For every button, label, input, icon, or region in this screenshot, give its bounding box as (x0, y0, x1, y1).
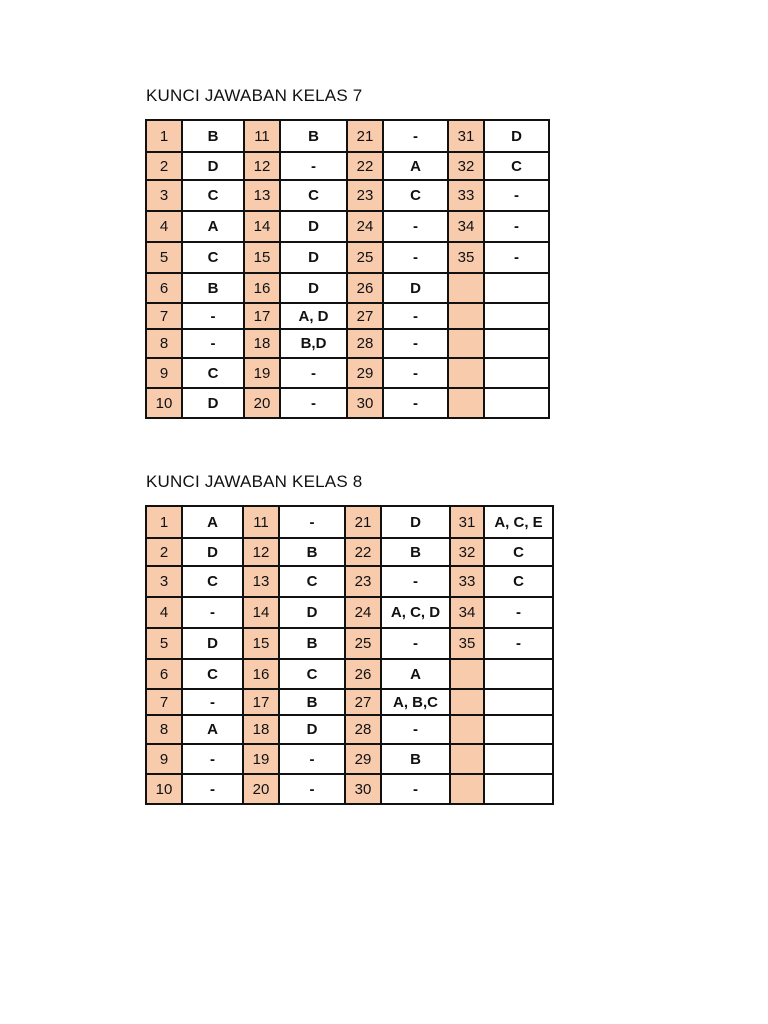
question-number-cell (448, 273, 484, 303)
question-number-cell: 27 (347, 303, 383, 329)
question-number-cell: 14 (243, 597, 279, 628)
question-number-cell: 19 (243, 744, 279, 774)
table-row (146, 180, 549, 211)
answer-cell: A, D (280, 303, 347, 329)
question-number-cell: 29 (347, 358, 383, 388)
question-number-cell: 3 (146, 180, 182, 211)
question-number-cell: 27 (345, 689, 381, 715)
answer-cell: C (280, 180, 347, 211)
answer-cell (484, 744, 553, 774)
question-number-cell: 35 (448, 242, 484, 273)
table-row (146, 715, 553, 744)
table-row (146, 628, 553, 659)
question-number-cell: 8 (146, 715, 182, 744)
question-number-cell: 5 (146, 628, 182, 659)
table-row (146, 659, 553, 689)
answer-cell: C (383, 180, 448, 211)
answer-cell: D (381, 506, 450, 538)
answer-cell: D (383, 273, 448, 303)
answer-cell: - (484, 211, 549, 242)
answer-cell (484, 659, 553, 689)
question-number-cell (448, 303, 484, 329)
answer-cell: - (182, 744, 243, 774)
answer-cell: D (182, 152, 244, 180)
question-number-cell: 3 (146, 566, 182, 597)
question-number-cell: 33 (448, 180, 484, 211)
question-number-cell: 13 (243, 566, 279, 597)
question-number-cell: 28 (345, 715, 381, 744)
answer-cell: D (182, 388, 244, 418)
answer-cell: B (182, 120, 244, 152)
question-number-cell (448, 388, 484, 418)
answer-cell: - (182, 774, 243, 804)
question-number-cell (450, 744, 484, 774)
question-number-cell: 10 (146, 774, 182, 804)
question-number-cell: 21 (347, 120, 383, 152)
table-row (146, 689, 553, 715)
question-number-cell: 11 (243, 506, 279, 538)
answer-cell (484, 388, 549, 418)
question-number-cell: 24 (345, 597, 381, 628)
question-number-cell: 12 (243, 538, 279, 566)
question-number-cell: 24 (347, 211, 383, 242)
question-number-cell: 20 (244, 388, 280, 418)
answer-key-title-kelas-7: KUNCI JAWABAN KELAS 7 (146, 86, 363, 105)
answer-cell: - (182, 303, 244, 329)
question-number-cell: 18 (244, 329, 280, 358)
answer-cell: - (279, 774, 345, 804)
question-number-cell: 29 (345, 744, 381, 774)
table-row (146, 152, 549, 180)
answer-cell: A, C, D (381, 597, 450, 628)
answer-cell: - (383, 388, 448, 418)
question-number-cell: 14 (244, 211, 280, 242)
answer-cell: - (381, 715, 450, 744)
question-number-cell: 4 (146, 211, 182, 242)
answer-key-title-kelas-8: KUNCI JAWABAN KELAS 8 (146, 472, 363, 491)
answer-cell (484, 358, 549, 388)
question-number-cell: 9 (146, 358, 182, 388)
question-number-cell: 2 (146, 538, 182, 566)
question-number-cell: 30 (347, 388, 383, 418)
table-row (146, 744, 553, 774)
question-number-cell: 32 (448, 152, 484, 180)
answer-cell: - (383, 303, 448, 329)
question-number-cell: 30 (345, 774, 381, 804)
answer-cell (484, 715, 553, 744)
answer-cell: A (182, 715, 243, 744)
answer-cell: B,D (280, 329, 347, 358)
question-number-cell: 26 (345, 659, 381, 689)
answer-cell: C (279, 566, 345, 597)
answer-cell: C (182, 242, 244, 273)
question-number-cell: 1 (146, 506, 182, 538)
table-row (146, 303, 549, 329)
answer-cell: A, C, E (484, 506, 553, 538)
question-number-cell: 25 (345, 628, 381, 659)
answer-cell: A (182, 506, 243, 538)
answer-cell: C (484, 152, 549, 180)
table-row (146, 388, 549, 418)
question-number-cell (450, 659, 484, 689)
answer-cell: - (381, 628, 450, 659)
answer-cell: - (383, 242, 448, 273)
answer-cell: - (383, 358, 448, 388)
answer-key-table-kelas-8 (145, 505, 554, 805)
question-number-cell: 15 (244, 242, 280, 273)
question-number-cell: 21 (345, 506, 381, 538)
answer-cell: B (279, 628, 345, 659)
question-number-cell: 32 (450, 538, 484, 566)
answer-cell: - (279, 506, 345, 538)
answer-cell: C (182, 180, 244, 211)
question-number-cell: 10 (146, 388, 182, 418)
table-row (146, 242, 549, 273)
answer-cell: C (484, 538, 553, 566)
question-number-cell: 11 (244, 120, 280, 152)
answer-cell: D (182, 628, 243, 659)
answer-cell: D (280, 273, 347, 303)
question-number-cell: 16 (244, 273, 280, 303)
answer-cell: - (484, 242, 549, 273)
answer-cell: C (484, 566, 553, 597)
question-number-cell: 25 (347, 242, 383, 273)
answer-cell: - (381, 774, 450, 804)
table-row (146, 358, 549, 388)
answer-cell: - (383, 211, 448, 242)
answer-cell: - (279, 744, 345, 774)
question-number-cell: 17 (244, 303, 280, 329)
answer-cell: C (182, 566, 243, 597)
answer-cell: A, B,C (381, 689, 450, 715)
question-number-cell: 13 (244, 180, 280, 211)
answer-cell (484, 689, 553, 715)
answer-cell: - (383, 120, 448, 152)
question-number-cell: 28 (347, 329, 383, 358)
question-number-cell: 22 (347, 152, 383, 180)
question-number-cell (450, 715, 484, 744)
table-row (146, 774, 553, 804)
question-number-cell: 15 (243, 628, 279, 659)
table-row (146, 538, 553, 566)
question-number-cell: 22 (345, 538, 381, 566)
answer-cell: D (484, 120, 549, 152)
table-row (146, 273, 549, 303)
answer-cell: B (381, 538, 450, 566)
answer-cell: B (182, 273, 244, 303)
question-number-cell: 26 (347, 273, 383, 303)
table-row (146, 566, 553, 597)
question-number-cell: 9 (146, 744, 182, 774)
table-row (146, 506, 553, 538)
question-number-cell: 7 (146, 303, 182, 329)
question-number-cell: 7 (146, 689, 182, 715)
question-number-cell: 31 (448, 120, 484, 152)
answer-cell: - (381, 566, 450, 597)
question-number-cell: 34 (450, 597, 484, 628)
answer-cell: - (383, 329, 448, 358)
answer-cell: - (182, 597, 243, 628)
table-row (146, 329, 549, 358)
answer-cell: D (280, 211, 347, 242)
question-number-cell: 6 (146, 273, 182, 303)
answer-cell: D (279, 597, 345, 628)
question-number-cell: 8 (146, 329, 182, 358)
answer-cell: - (182, 329, 244, 358)
answer-cell: A (381, 659, 450, 689)
question-number-cell: 17 (243, 689, 279, 715)
question-number-cell: 35 (450, 628, 484, 659)
answer-cell: A (383, 152, 448, 180)
answer-cell (484, 329, 549, 358)
question-number-cell: 5 (146, 242, 182, 273)
question-number-cell (450, 774, 484, 804)
answer-cell: - (280, 152, 347, 180)
answer-cell: - (280, 358, 347, 388)
answer-cell (484, 273, 549, 303)
table-row (146, 597, 553, 628)
answer-cell: A (182, 211, 244, 242)
question-number-cell (450, 689, 484, 715)
question-number-cell: 12 (244, 152, 280, 180)
question-number-cell: 23 (347, 180, 383, 211)
answer-cell: - (484, 628, 553, 659)
answer-cell (484, 774, 553, 804)
question-number-cell: 4 (146, 597, 182, 628)
answer-cell: - (280, 388, 347, 418)
answer-key-table-kelas-7 (145, 119, 550, 419)
answer-cell: B (381, 744, 450, 774)
question-number-cell (448, 329, 484, 358)
answer-cell: D (279, 715, 345, 744)
table-row (146, 211, 549, 242)
answer-cell: C (182, 659, 243, 689)
question-number-cell: 2 (146, 152, 182, 180)
answer-cell: D (182, 538, 243, 566)
question-number-cell: 34 (448, 211, 484, 242)
answer-cell: B (280, 120, 347, 152)
answer-cell: - (182, 689, 243, 715)
answer-cell: C (182, 358, 244, 388)
question-number-cell: 31 (450, 506, 484, 538)
question-number-cell: 6 (146, 659, 182, 689)
answer-cell: - (484, 180, 549, 211)
question-number-cell (448, 358, 484, 388)
question-number-cell: 16 (243, 659, 279, 689)
answer-cell: B (279, 538, 345, 566)
answer-cell: B (279, 689, 345, 715)
answer-cell (484, 303, 549, 329)
question-number-cell: 1 (146, 120, 182, 152)
question-number-cell: 19 (244, 358, 280, 388)
table-row (146, 120, 549, 152)
question-number-cell: 33 (450, 566, 484, 597)
answer-cell: C (279, 659, 345, 689)
question-number-cell: 18 (243, 715, 279, 744)
answer-cell: - (484, 597, 553, 628)
answer-cell: D (280, 242, 347, 273)
question-number-cell: 23 (345, 566, 381, 597)
question-number-cell: 20 (243, 774, 279, 804)
